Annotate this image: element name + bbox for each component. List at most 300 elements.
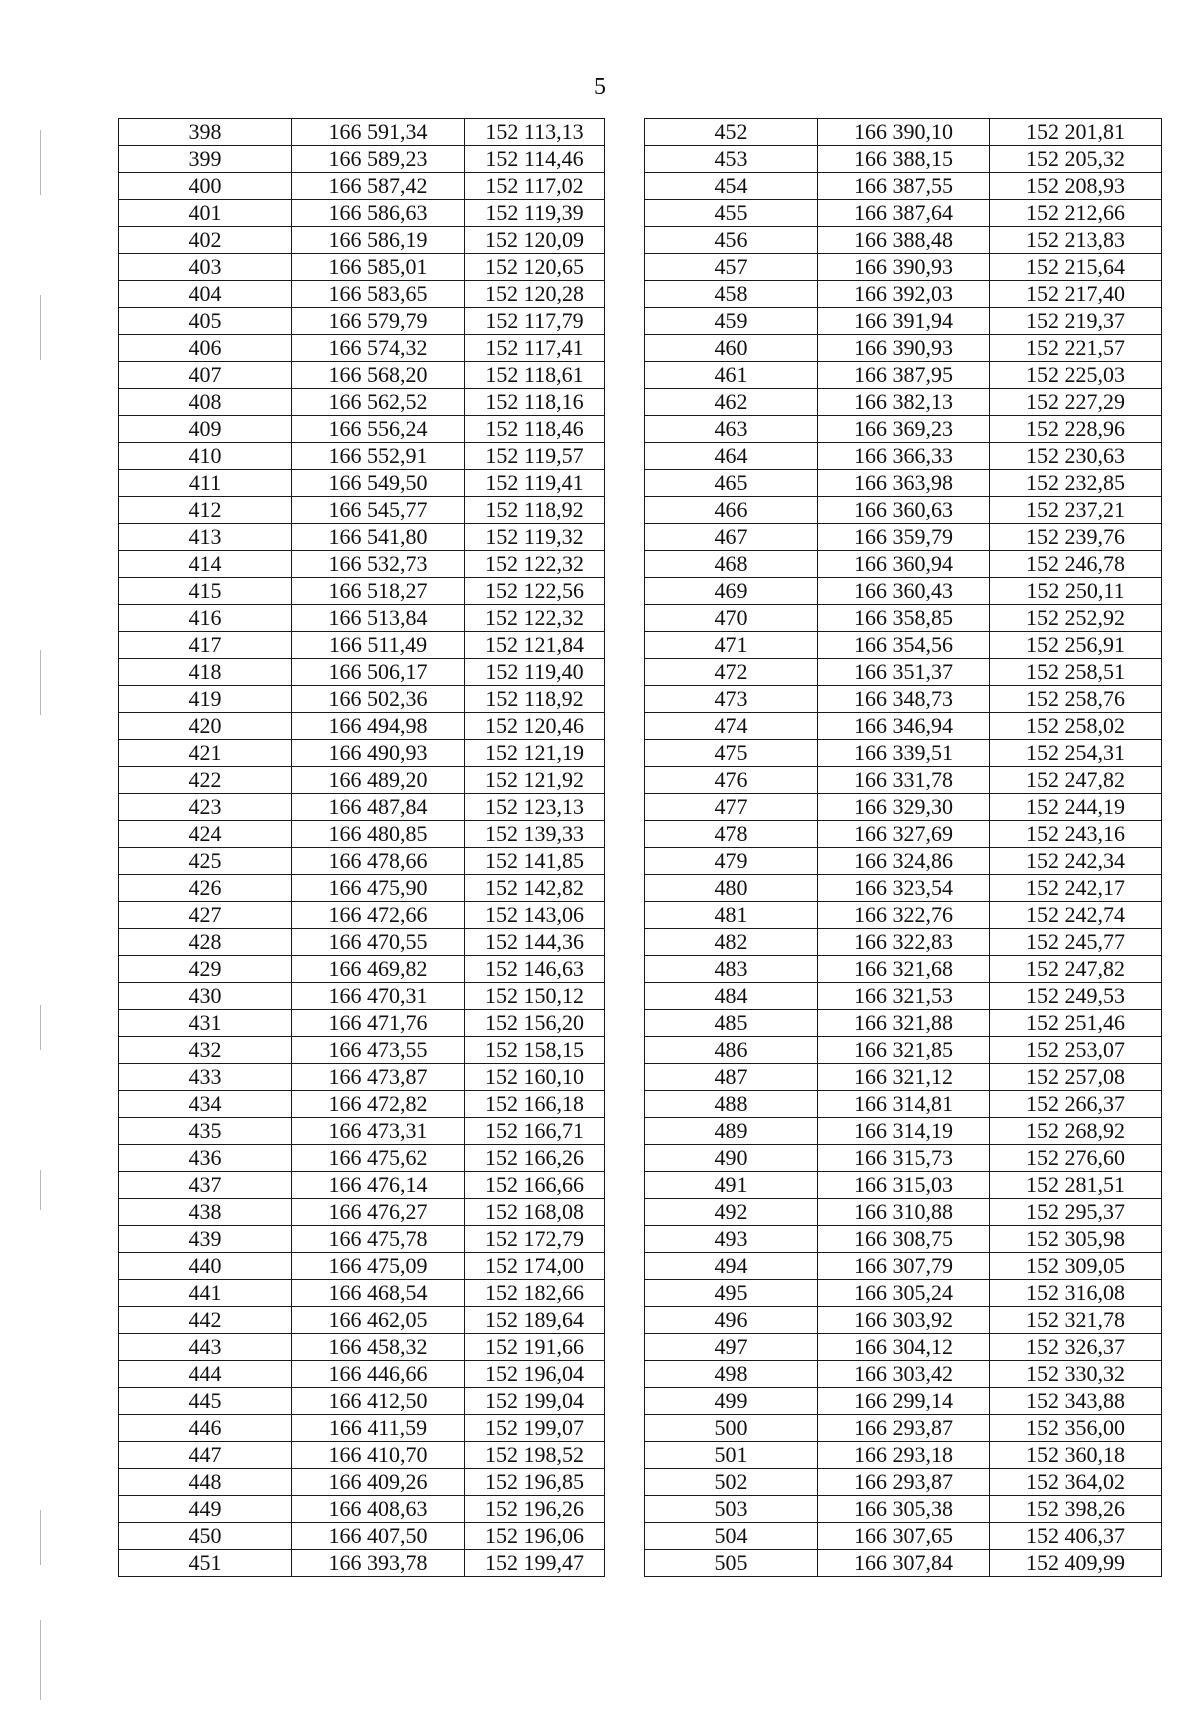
x-coordinate-cell: 166 506,17	[292, 659, 465, 686]
point-number-cell: 485	[645, 1010, 818, 1037]
table-row	[119, 416, 605, 443]
table-row	[645, 443, 1162, 470]
point-number-cell: 492	[645, 1199, 818, 1226]
y-coordinate-cell: 152 364,02	[990, 1469, 1162, 1496]
point-number-cell: 473	[645, 686, 818, 713]
point-number-cell: 453	[645, 146, 818, 173]
table-row	[645, 200, 1162, 227]
x-coordinate-cell: 166 360,63	[818, 497, 990, 524]
table-row	[119, 1307, 605, 1334]
table-row	[119, 119, 605, 146]
table-row	[119, 389, 605, 416]
x-coordinate-cell: 166 390,93	[818, 335, 990, 362]
table-row	[119, 929, 605, 956]
x-coordinate-cell: 166 321,85	[818, 1037, 990, 1064]
table-row	[645, 1145, 1162, 1172]
y-coordinate-cell: 152 119,41	[465, 470, 605, 497]
y-coordinate-cell: 152 113,13	[465, 119, 605, 146]
x-coordinate-cell: 166 321,68	[818, 956, 990, 983]
x-coordinate-cell: 166 410,70	[292, 1442, 465, 1469]
table-row	[645, 389, 1162, 416]
y-coordinate-cell: 152 245,77	[990, 929, 1162, 956]
table-row	[645, 848, 1162, 875]
y-coordinate-cell: 152 258,51	[990, 659, 1162, 686]
point-number-cell: 488	[645, 1091, 818, 1118]
y-coordinate-cell: 152 119,39	[465, 200, 605, 227]
point-number-cell: 497	[645, 1334, 818, 1361]
y-coordinate-cell: 152 119,57	[465, 443, 605, 470]
x-coordinate-cell: 166 339,51	[818, 740, 990, 767]
point-number-cell: 442	[119, 1307, 292, 1334]
point-number-cell: 499	[645, 1388, 818, 1415]
x-coordinate-cell: 166 591,34	[292, 119, 465, 146]
table-row	[119, 1334, 605, 1361]
scan-margin-mark	[40, 1620, 41, 1700]
y-coordinate-cell: 152 244,19	[990, 794, 1162, 821]
scan-margin-mark	[40, 1170, 41, 1210]
point-number-cell: 455	[645, 200, 818, 227]
table-row	[645, 1334, 1162, 1361]
x-coordinate-cell: 166 382,13	[818, 389, 990, 416]
x-coordinate-cell: 166 307,84	[818, 1550, 990, 1577]
x-coordinate-cell: 166 321,88	[818, 1010, 990, 1037]
y-coordinate-cell: 152 232,85	[990, 470, 1162, 497]
x-coordinate-cell: 166 473,55	[292, 1037, 465, 1064]
table-row	[119, 524, 605, 551]
point-number-cell: 461	[645, 362, 818, 389]
point-number-cell: 467	[645, 524, 818, 551]
x-coordinate-cell: 166 305,38	[818, 1496, 990, 1523]
table-row	[119, 1199, 605, 1226]
x-coordinate-cell: 166 360,43	[818, 578, 990, 605]
point-number-cell: 411	[119, 470, 292, 497]
y-coordinate-cell: 152 201,81	[990, 119, 1162, 146]
y-coordinate-cell: 152 242,74	[990, 902, 1162, 929]
y-coordinate-cell: 152 205,32	[990, 146, 1162, 173]
point-number-cell: 493	[645, 1226, 818, 1253]
x-coordinate-cell: 166 293,87	[818, 1415, 990, 1442]
table-row	[119, 875, 605, 902]
point-number-cell: 469	[645, 578, 818, 605]
point-number-cell: 465	[645, 470, 818, 497]
y-coordinate-cell: 152 221,57	[990, 335, 1162, 362]
y-coordinate-cell: 152 230,63	[990, 443, 1162, 470]
point-number-cell: 420	[119, 713, 292, 740]
point-number-cell: 500	[645, 1415, 818, 1442]
x-coordinate-cell: 166 293,87	[818, 1469, 990, 1496]
point-number-cell: 408	[119, 389, 292, 416]
point-number-cell: 487	[645, 1064, 818, 1091]
y-coordinate-cell: 152 166,26	[465, 1145, 605, 1172]
table-row	[645, 1091, 1162, 1118]
table-row	[119, 902, 605, 929]
y-coordinate-cell: 152 114,46	[465, 146, 605, 173]
y-coordinate-cell: 152 198,52	[465, 1442, 605, 1469]
point-number-cell: 475	[645, 740, 818, 767]
x-coordinate-cell: 166 476,27	[292, 1199, 465, 1226]
x-coordinate-cell: 166 587,42	[292, 173, 465, 200]
x-coordinate-cell: 166 513,84	[292, 605, 465, 632]
x-coordinate-cell: 166 562,52	[292, 389, 465, 416]
y-coordinate-cell: 152 196,85	[465, 1469, 605, 1496]
table-row	[119, 1496, 605, 1523]
y-coordinate-cell: 152 141,85	[465, 848, 605, 875]
point-number-cell: 444	[119, 1361, 292, 1388]
point-number-cell: 449	[119, 1496, 292, 1523]
point-number-cell: 502	[645, 1469, 818, 1496]
y-coordinate-cell: 152 122,32	[465, 605, 605, 632]
table-row	[645, 740, 1162, 767]
point-number-cell: 417	[119, 632, 292, 659]
point-number-cell: 436	[119, 1145, 292, 1172]
point-number-cell: 454	[645, 173, 818, 200]
y-coordinate-cell: 152 118,46	[465, 416, 605, 443]
table-row	[645, 173, 1162, 200]
y-coordinate-cell: 152 168,08	[465, 1199, 605, 1226]
y-coordinate-cell: 152 281,51	[990, 1172, 1162, 1199]
table-row	[645, 956, 1162, 983]
y-coordinate-cell: 152 343,88	[990, 1388, 1162, 1415]
y-coordinate-cell: 152 122,32	[465, 551, 605, 578]
table-row	[645, 470, 1162, 497]
y-coordinate-cell: 152 398,26	[990, 1496, 1162, 1523]
y-coordinate-cell: 152 295,37	[990, 1199, 1162, 1226]
x-coordinate-cell: 166 470,31	[292, 983, 465, 1010]
table-row	[119, 956, 605, 983]
x-coordinate-cell: 166 585,01	[292, 254, 465, 281]
point-number-cell: 491	[645, 1172, 818, 1199]
point-number-cell: 441	[119, 1280, 292, 1307]
point-number-cell: 474	[645, 713, 818, 740]
table-row	[645, 416, 1162, 443]
point-number-cell: 490	[645, 1145, 818, 1172]
x-coordinate-cell: 166 308,75	[818, 1226, 990, 1253]
point-number-cell: 472	[645, 659, 818, 686]
table-row	[645, 713, 1162, 740]
table-row	[645, 605, 1162, 632]
x-coordinate-cell: 166 366,33	[818, 443, 990, 470]
table-row	[645, 1199, 1162, 1226]
y-coordinate-cell: 152 120,46	[465, 713, 605, 740]
x-coordinate-cell: 166 469,82	[292, 956, 465, 983]
x-coordinate-cell: 166 304,12	[818, 1334, 990, 1361]
x-coordinate-cell: 166 391,94	[818, 308, 990, 335]
x-coordinate-cell: 166 489,20	[292, 767, 465, 794]
coordinates-table-right-body	[645, 119, 1162, 1577]
table-row	[645, 1307, 1162, 1334]
x-coordinate-cell: 166 314,19	[818, 1118, 990, 1145]
point-number-cell: 448	[119, 1469, 292, 1496]
y-coordinate-cell: 152 268,92	[990, 1118, 1162, 1145]
x-coordinate-cell: 166 446,66	[292, 1361, 465, 1388]
y-coordinate-cell: 152 247,82	[990, 767, 1162, 794]
point-number-cell: 481	[645, 902, 818, 929]
point-number-cell: 445	[119, 1388, 292, 1415]
table-row	[645, 902, 1162, 929]
x-coordinate-cell: 166 478,66	[292, 848, 465, 875]
x-coordinate-cell: 166 303,92	[818, 1307, 990, 1334]
y-coordinate-cell: 152 117,79	[465, 308, 605, 335]
point-number-cell: 427	[119, 902, 292, 929]
x-coordinate-cell: 166 310,88	[818, 1199, 990, 1226]
x-coordinate-cell: 166 327,69	[818, 821, 990, 848]
y-coordinate-cell: 152 182,66	[465, 1280, 605, 1307]
table-row	[645, 1415, 1162, 1442]
x-coordinate-cell: 166 393,78	[292, 1550, 465, 1577]
table-row	[645, 1037, 1162, 1064]
x-coordinate-cell: 166 322,76	[818, 902, 990, 929]
x-coordinate-cell: 166 545,77	[292, 497, 465, 524]
table-row	[119, 1523, 605, 1550]
point-number-cell: 480	[645, 875, 818, 902]
point-number-cell: 459	[645, 308, 818, 335]
y-coordinate-cell: 152 213,83	[990, 227, 1162, 254]
table-row	[645, 1010, 1162, 1037]
point-number-cell: 431	[119, 1010, 292, 1037]
y-coordinate-cell: 152 243,16	[990, 821, 1162, 848]
x-coordinate-cell: 166 408,63	[292, 1496, 465, 1523]
table-row	[119, 1118, 605, 1145]
y-coordinate-cell: 152 117,41	[465, 335, 605, 362]
point-number-cell: 501	[645, 1442, 818, 1469]
y-coordinate-cell: 152 242,17	[990, 875, 1162, 902]
x-coordinate-cell: 166 470,55	[292, 929, 465, 956]
y-coordinate-cell: 152 360,18	[990, 1442, 1162, 1469]
scan-margin-mark	[40, 295, 41, 360]
x-coordinate-cell: 166 473,31	[292, 1118, 465, 1145]
y-coordinate-cell: 152 276,60	[990, 1145, 1162, 1172]
table-row	[119, 200, 605, 227]
point-number-cell: 424	[119, 821, 292, 848]
point-number-cell: 450	[119, 1523, 292, 1550]
table-row	[119, 713, 605, 740]
table-row	[645, 1469, 1162, 1496]
x-coordinate-cell: 166 412,50	[292, 1388, 465, 1415]
y-coordinate-cell: 152 257,08	[990, 1064, 1162, 1091]
x-coordinate-cell: 166 387,55	[818, 173, 990, 200]
y-coordinate-cell: 152 212,66	[990, 200, 1162, 227]
table-row	[645, 1550, 1162, 1577]
x-coordinate-cell: 166 468,54	[292, 1280, 465, 1307]
y-coordinate-cell: 152 215,64	[990, 254, 1162, 281]
point-number-cell: 486	[645, 1037, 818, 1064]
table-row	[645, 1118, 1162, 1145]
x-coordinate-cell: 166 387,64	[818, 200, 990, 227]
y-coordinate-cell: 152 150,12	[465, 983, 605, 1010]
y-coordinate-cell: 152 228,96	[990, 416, 1162, 443]
y-coordinate-cell: 152 139,33	[465, 821, 605, 848]
scan-margin-mark	[40, 130, 41, 195]
coordinates-table-right	[644, 118, 1162, 1577]
y-coordinate-cell: 152 172,79	[465, 1226, 605, 1253]
y-coordinate-cell: 152 237,21	[990, 497, 1162, 524]
point-number-cell: 432	[119, 1037, 292, 1064]
x-coordinate-cell: 166 315,73	[818, 1145, 990, 1172]
table-row	[645, 1523, 1162, 1550]
x-coordinate-cell: 166 549,50	[292, 470, 465, 497]
y-coordinate-cell: 152 166,66	[465, 1172, 605, 1199]
y-coordinate-cell: 152 225,03	[990, 362, 1162, 389]
y-coordinate-cell: 152 356,00	[990, 1415, 1162, 1442]
x-coordinate-cell: 166 363,98	[818, 470, 990, 497]
point-number-cell: 419	[119, 686, 292, 713]
table-row	[119, 1145, 605, 1172]
table-row	[645, 497, 1162, 524]
table-row	[119, 1469, 605, 1496]
table-row	[645, 983, 1162, 1010]
x-coordinate-cell: 166 472,82	[292, 1091, 465, 1118]
table-row	[119, 767, 605, 794]
x-coordinate-cell: 166 480,85	[292, 821, 465, 848]
table-row	[645, 1064, 1162, 1091]
point-number-cell: 438	[119, 1199, 292, 1226]
y-coordinate-cell: 152 199,07	[465, 1415, 605, 1442]
x-coordinate-cell: 166 388,15	[818, 146, 990, 173]
y-coordinate-cell: 152 121,92	[465, 767, 605, 794]
point-number-cell: 407	[119, 362, 292, 389]
table-row	[645, 1388, 1162, 1415]
x-coordinate-cell: 166 586,19	[292, 227, 465, 254]
x-coordinate-cell: 166 541,80	[292, 524, 465, 551]
table-row	[645, 335, 1162, 362]
table-row	[645, 1226, 1162, 1253]
y-coordinate-cell: 152 120,09	[465, 227, 605, 254]
y-coordinate-cell: 152 330,32	[990, 1361, 1162, 1388]
x-coordinate-cell: 166 392,03	[818, 281, 990, 308]
page-number: 5	[594, 74, 606, 100]
table-row	[119, 1010, 605, 1037]
x-coordinate-cell: 166 388,48	[818, 227, 990, 254]
table-row	[119, 281, 605, 308]
point-number-cell: 476	[645, 767, 818, 794]
table-row	[119, 173, 605, 200]
y-coordinate-cell: 152 143,06	[465, 902, 605, 929]
table-row	[119, 821, 605, 848]
point-number-cell: 422	[119, 767, 292, 794]
x-coordinate-cell: 166 329,30	[818, 794, 990, 821]
x-coordinate-cell: 166 475,62	[292, 1145, 465, 1172]
table-row	[119, 1280, 605, 1307]
table-row	[119, 362, 605, 389]
x-coordinate-cell: 166 462,05	[292, 1307, 465, 1334]
point-number-cell: 479	[645, 848, 818, 875]
x-coordinate-cell: 166 390,93	[818, 254, 990, 281]
table-row	[119, 686, 605, 713]
table-row	[119, 1172, 605, 1199]
point-number-cell: 446	[119, 1415, 292, 1442]
y-coordinate-cell: 152 406,37	[990, 1523, 1162, 1550]
x-coordinate-cell: 166 307,65	[818, 1523, 990, 1550]
point-number-cell: 401	[119, 200, 292, 227]
y-coordinate-cell: 152 246,78	[990, 551, 1162, 578]
scan-margin-mark	[40, 1510, 41, 1565]
y-coordinate-cell: 152 142,82	[465, 875, 605, 902]
y-coordinate-cell: 152 121,19	[465, 740, 605, 767]
point-number-cell: 404	[119, 281, 292, 308]
y-coordinate-cell: 152 252,92	[990, 605, 1162, 632]
point-number-cell: 484	[645, 983, 818, 1010]
point-number-cell: 478	[645, 821, 818, 848]
table-row	[119, 1091, 605, 1118]
table-row	[645, 1496, 1162, 1523]
point-number-cell: 494	[645, 1253, 818, 1280]
point-number-cell: 477	[645, 794, 818, 821]
table-row	[645, 308, 1162, 335]
y-coordinate-cell: 152 247,82	[990, 956, 1162, 983]
x-coordinate-cell: 166 409,26	[292, 1469, 465, 1496]
point-number-cell: 483	[645, 956, 818, 983]
x-coordinate-cell: 166 490,93	[292, 740, 465, 767]
point-number-cell: 498	[645, 1361, 818, 1388]
x-coordinate-cell: 166 411,59	[292, 1415, 465, 1442]
table-row	[119, 1550, 605, 1577]
y-coordinate-cell: 152 156,20	[465, 1010, 605, 1037]
point-number-cell: 435	[119, 1118, 292, 1145]
point-number-cell: 460	[645, 335, 818, 362]
x-coordinate-cell: 166 579,79	[292, 308, 465, 335]
x-coordinate-cell: 166 518,27	[292, 578, 465, 605]
table-row	[119, 1226, 605, 1253]
y-coordinate-cell: 152 258,02	[990, 713, 1162, 740]
table-row	[119, 443, 605, 470]
point-number-cell: 447	[119, 1442, 292, 1469]
y-coordinate-cell: 152 166,71	[465, 1118, 605, 1145]
x-coordinate-cell: 166 568,20	[292, 362, 465, 389]
point-number-cell: 421	[119, 740, 292, 767]
point-number-cell: 409	[119, 416, 292, 443]
point-number-cell: 489	[645, 1118, 818, 1145]
x-coordinate-cell: 166 494,98	[292, 713, 465, 740]
table-row	[645, 767, 1162, 794]
table-row	[119, 1361, 605, 1388]
point-number-cell: 429	[119, 956, 292, 983]
y-coordinate-cell: 152 119,32	[465, 524, 605, 551]
point-number-cell: 462	[645, 389, 818, 416]
table-row	[119, 794, 605, 821]
table-row	[119, 1388, 605, 1415]
point-number-cell: 416	[119, 605, 292, 632]
y-coordinate-cell: 152 249,53	[990, 983, 1162, 1010]
x-coordinate-cell: 166 583,65	[292, 281, 465, 308]
table-row	[645, 281, 1162, 308]
x-coordinate-cell: 166 502,36	[292, 686, 465, 713]
table-row	[119, 578, 605, 605]
point-number-cell: 495	[645, 1280, 818, 1307]
x-coordinate-cell: 166 303,42	[818, 1361, 990, 1388]
table-row	[119, 1037, 605, 1064]
table-row	[119, 470, 605, 497]
point-number-cell: 402	[119, 227, 292, 254]
y-coordinate-cell: 152 123,13	[465, 794, 605, 821]
table-row	[645, 686, 1162, 713]
table-row	[119, 740, 605, 767]
table-row	[119, 335, 605, 362]
y-coordinate-cell: 152 122,56	[465, 578, 605, 605]
table-row	[645, 632, 1162, 659]
y-coordinate-cell: 152 254,31	[990, 740, 1162, 767]
scan-margin-mark	[40, 650, 41, 715]
table-row	[645, 1280, 1162, 1307]
y-coordinate-cell: 152 316,08	[990, 1280, 1162, 1307]
y-coordinate-cell: 152 120,65	[465, 254, 605, 281]
y-coordinate-cell: 152 219,37	[990, 308, 1162, 335]
point-number-cell: 463	[645, 416, 818, 443]
table-row	[645, 929, 1162, 956]
table-row	[119, 632, 605, 659]
y-coordinate-cell: 152 409,99	[990, 1550, 1162, 1577]
point-number-cell: 399	[119, 146, 292, 173]
table-row	[119, 254, 605, 281]
